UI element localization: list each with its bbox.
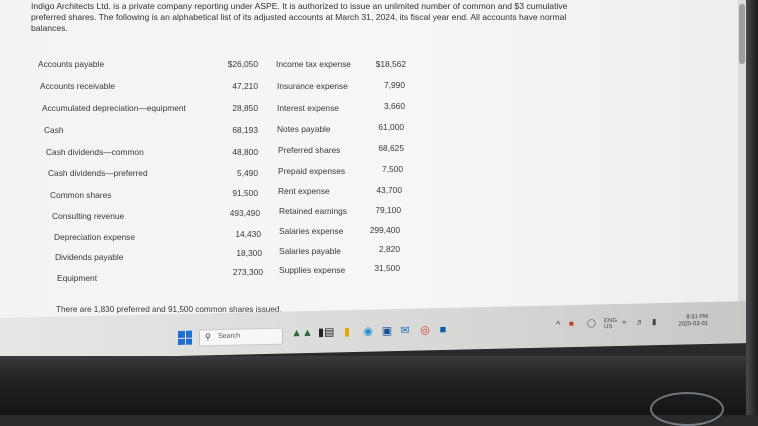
account-amount: 47,210	[232, 81, 258, 91]
account-name: Salaries expense	[279, 226, 344, 236]
clock-date: 2025-03-01	[678, 320, 708, 328]
account-name: Accounts payable	[38, 59, 105, 69]
volume-icon[interactable]: ♬	[636, 317, 644, 327]
tray-network-icon[interactable]: ◯	[587, 318, 596, 328]
battery-icon[interactable]: ▮	[652, 317, 657, 327]
store-icon[interactable]: ▣	[381, 325, 393, 338]
account-name: Prepaid expenses	[278, 166, 346, 176]
tray-app-icon[interactable]: ■	[569, 318, 574, 329]
account-amount: 48,800	[232, 147, 258, 157]
account-name: Insurance expense	[277, 81, 348, 91]
account-amount: 18,300	[236, 248, 262, 258]
language-indicator[interactable]	[604, 318, 617, 330]
page-scrollbar[interactable]	[738, 0, 746, 318]
account-amount: 79,100	[375, 205, 401, 215]
mail-icon[interactable]: ✉	[400, 324, 410, 337]
app-icon-blue[interactable]: ■	[439, 323, 447, 337]
laptop-bezel	[0, 356, 758, 415]
account-amount: 43,700	[376, 185, 402, 195]
account-amount: 7,500	[382, 164, 403, 174]
chrome-browser-icon[interactable]: ◎	[420, 324, 430, 337]
account-name: Retained earnings	[279, 206, 347, 216]
account-name: Cash dividends—preferred	[48, 168, 148, 178]
account-name: Notes payable	[277, 124, 331, 134]
account-amount: $26,050	[227, 59, 258, 69]
account-amount: 5,490	[237, 168, 258, 178]
account-name: Equipment	[57, 273, 98, 283]
account-name: Accounts receivable	[40, 81, 115, 91]
problem-intro: Indigo Architects Ltd. is a private company reporting under ASPE. It is authorized to issue an unlimited number of common and $3 cumulative preferred shares. The following is an alphabetical list of its adjusted accounts at March 31, 2024, its fiscal year end. All accounts have normal balances.	[31, 1, 568, 34]
account-name: Rent expense	[278, 186, 330, 196]
account-name: Preferred shares	[278, 145, 341, 155]
tray-region: US	[604, 324, 613, 331]
wifi-icon[interactable]: ≈	[622, 317, 627, 327]
task-view-icon[interactable]: ▮▤	[318, 326, 335, 339]
scrollbar-thumb[interactable]	[739, 4, 745, 64]
account-amount: 28,850	[232, 103, 258, 113]
landscape-widget-icon[interactable]: ▲▲	[291, 326, 313, 340]
account-amount: 7,990	[384, 80, 405, 90]
account-amount: 2,820	[379, 244, 400, 254]
account-name: Common shares	[50, 190, 112, 200]
clock-time: 8:31 PM	[686, 313, 708, 321]
account-name: Cash dividends—common	[46, 147, 144, 157]
account-name: Cash	[44, 125, 64, 135]
account-name: Depreciation expense	[54, 232, 136, 242]
file-explorer-icon[interactable]: ▮	[343, 326, 351, 339]
search-icon: ⚲	[205, 332, 211, 342]
tray-chevron-icon[interactable]: ^	[556, 319, 561, 330]
account-amount: 31,500	[374, 263, 400, 273]
tray-lang: ENG	[604, 317, 618, 325]
account-amount: 68,625	[378, 143, 404, 153]
screen-edge	[746, 0, 758, 415]
edge-browser-icon[interactable]: ◉	[363, 325, 373, 338]
account-amount: 299,400	[369, 225, 400, 235]
light-reflection	[650, 392, 724, 426]
account-amount: 68,193	[232, 125, 258, 135]
account-name: Supplies expense	[279, 265, 346, 275]
windows-start-icon[interactable]	[178, 331, 192, 345]
shares-issued-note: There are 1,830 preferred and 91,500 common shares issued.	[56, 305, 282, 314]
search-placeholder: Search	[218, 332, 241, 341]
account-name: Accumulated depreciation—equipment	[42, 103, 186, 113]
account-amount: 3,660	[384, 101, 405, 111]
taskbar-search-input[interactable]	[199, 328, 283, 347]
account-amount: 493,490	[229, 208, 260, 218]
account-name: Income tax expense	[276, 59, 351, 69]
account-name: Salaries payable	[279, 246, 341, 256]
account-name: Interest expense	[277, 103, 339, 113]
account-name: Dividends payable	[55, 252, 124, 262]
account-amount: 91,500	[232, 188, 258, 198]
account-name: Consulting revenue	[52, 211, 125, 221]
account-amount: 14,430	[235, 229, 261, 239]
account-amount: $18,562	[375, 59, 406, 69]
account-amount: 61,000	[378, 122, 404, 132]
account-amount: 273,300	[232, 267, 263, 277]
taskbar-clock[interactable]	[672, 314, 708, 329]
